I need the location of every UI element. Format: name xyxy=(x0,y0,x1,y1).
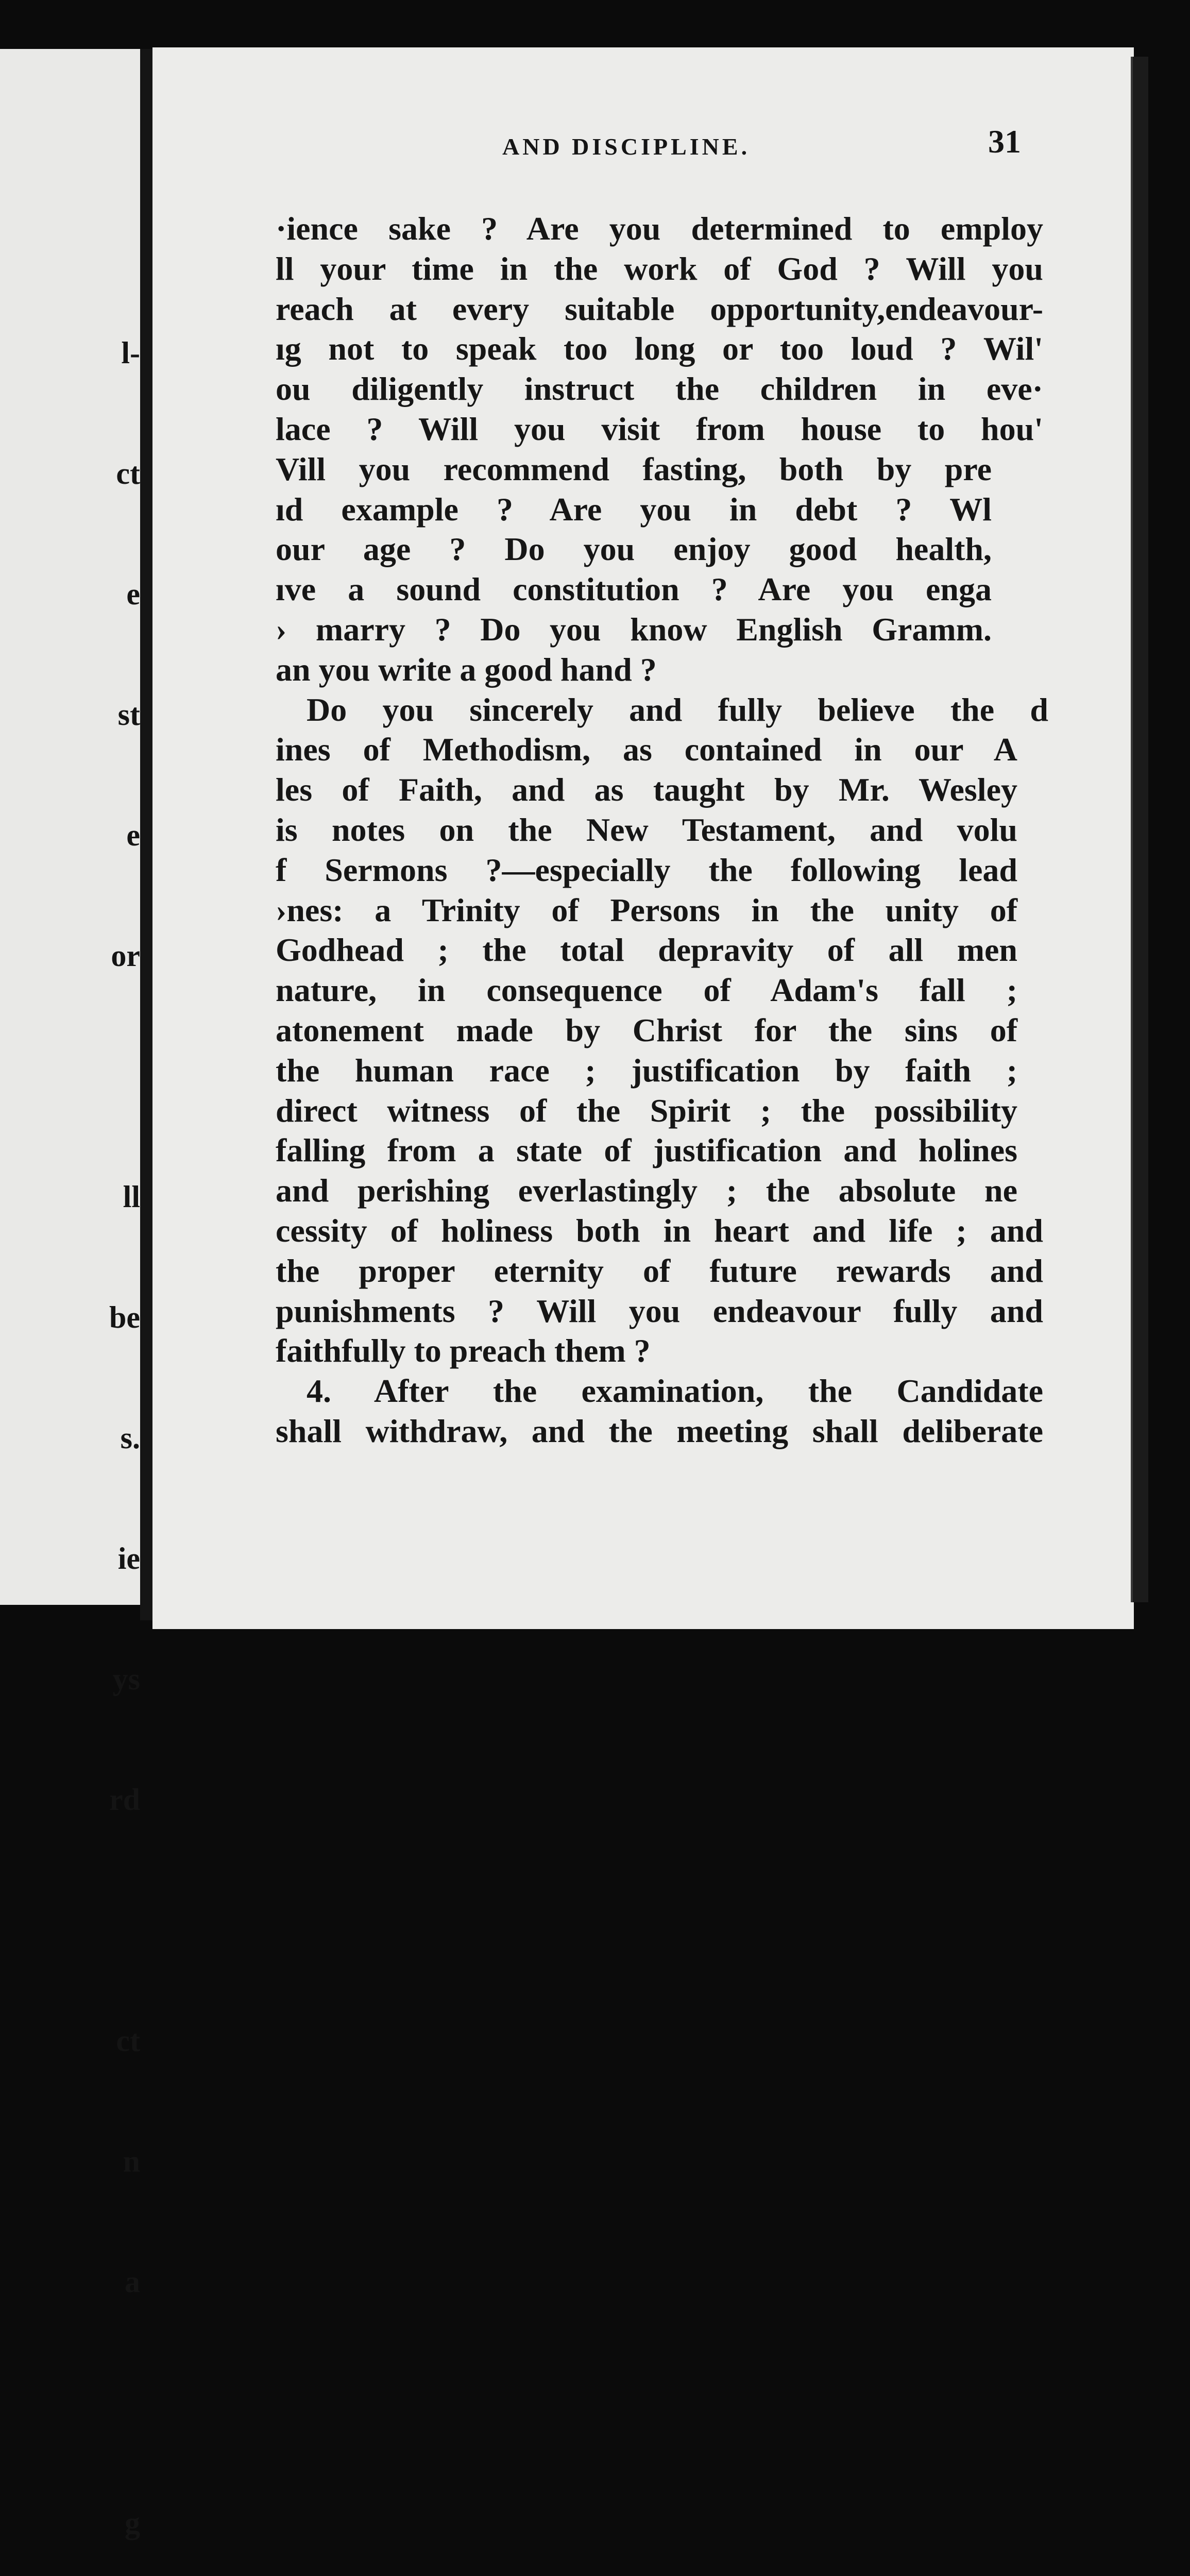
text-line: ıg not to speak too long or too loud ? Wil' xyxy=(276,330,1043,367)
left-fragment: ys xyxy=(112,1662,140,1696)
text-line: ·ience sake ? Are you determined to employ xyxy=(276,210,1043,247)
left-fragment: ct xyxy=(116,2024,140,2058)
text-line: ll your time in the work of God ? Will you xyxy=(276,250,1043,287)
left-fragment: ll xyxy=(123,1180,140,1214)
left-fragment: ct xyxy=(116,456,140,490)
left-page xyxy=(0,49,147,2540)
left-fragment: n xyxy=(123,2144,140,2178)
left-fragment: l- xyxy=(121,336,140,370)
text-line: punishments ? Will you endeavour fully and xyxy=(276,1292,1043,1329)
body-text xyxy=(276,209,1048,1451)
left-fragment: st xyxy=(117,698,140,732)
text-line: atonement made by Christ for the sins of xyxy=(276,1011,1017,1048)
left-fragment xyxy=(0,2382,144,2422)
left-fragment: rd xyxy=(109,1783,140,1817)
left-fragment: e xyxy=(126,577,140,611)
left-fragment: ie xyxy=(117,1541,140,1575)
page-number: 31 xyxy=(988,123,1021,160)
left-fragment: s. xyxy=(120,1421,140,1455)
text-line: ›nes: a Trinity of Persons in the unity of xyxy=(276,891,1017,928)
left-fragment: e xyxy=(126,818,140,852)
text-line: cessity of holiness both in heart and life ; and xyxy=(276,1212,1043,1249)
text-line: lace ? Will you visit from house to hou' xyxy=(276,410,1043,447)
paragraph-start-line: Do you sincerely and fully believe the d xyxy=(307,691,1048,728)
left-fragment: g xyxy=(125,2506,140,2540)
text-line: ines of Methodism, as contained in our A xyxy=(276,731,1017,768)
text-line: Vill you recommend fasting, both by pre xyxy=(276,450,992,487)
left-fragment xyxy=(0,1900,144,1940)
text-line: direct witness of the Spirit ; the possibility xyxy=(276,1092,1017,1129)
left-fragment: a xyxy=(125,2265,140,2299)
text-line: f Sermons ?—especially the following lead xyxy=(276,851,1017,888)
book-gutter xyxy=(140,49,154,1620)
page-edge xyxy=(1131,57,1148,1602)
text-line: les of Faith, and as taught by Mr. Wesley xyxy=(276,771,1017,808)
left-fragment: or xyxy=(111,939,140,973)
text-line: faithfully to preach them ? xyxy=(276,1332,651,1369)
text-line: an you write a good hand ? xyxy=(276,651,657,688)
text-line: and perishing everlastingly ; the absolute ne xyxy=(276,1172,1017,1209)
text-line: Godhead ; the total depravity of all men xyxy=(276,931,1017,969)
text-line: our age ? Do you enjoy good health, xyxy=(276,531,992,568)
text-line: ıve a sound constitution ? Are you enga xyxy=(276,571,992,608)
running-head: AND DISCIPLINE. xyxy=(502,133,751,160)
left-fragment xyxy=(0,1056,144,1096)
text-line: shall withdraw, and the meeting shall deliberate xyxy=(276,1412,1043,1449)
text-line: the human race ; justification by faith ; xyxy=(276,1052,1017,1089)
left-page-text-fragments xyxy=(0,252,144,2576)
text-line: is notes on the New Testament, and volu xyxy=(276,811,1017,848)
left-fragment: be xyxy=(109,1300,140,1334)
text-line: › marry ? Do you know English Gramm. xyxy=(276,611,992,648)
text-line: ou diligently instruct the children in eve· xyxy=(276,370,1043,408)
text-line: falling from a state of justification and holines xyxy=(276,1132,1017,1169)
text-line: reach at every suitable opportunity,endeavour- xyxy=(276,290,1043,327)
text-line: the proper eternity of future rewards and xyxy=(276,1252,1043,1289)
text-line: ıd example ? Are you in debt ? Wl xyxy=(276,490,992,528)
text-line: nature, in consequence of Adam's fall ; xyxy=(276,972,1017,1009)
paragraph-start-line: 4. After the examination, the Candidate xyxy=(307,1372,1043,1410)
